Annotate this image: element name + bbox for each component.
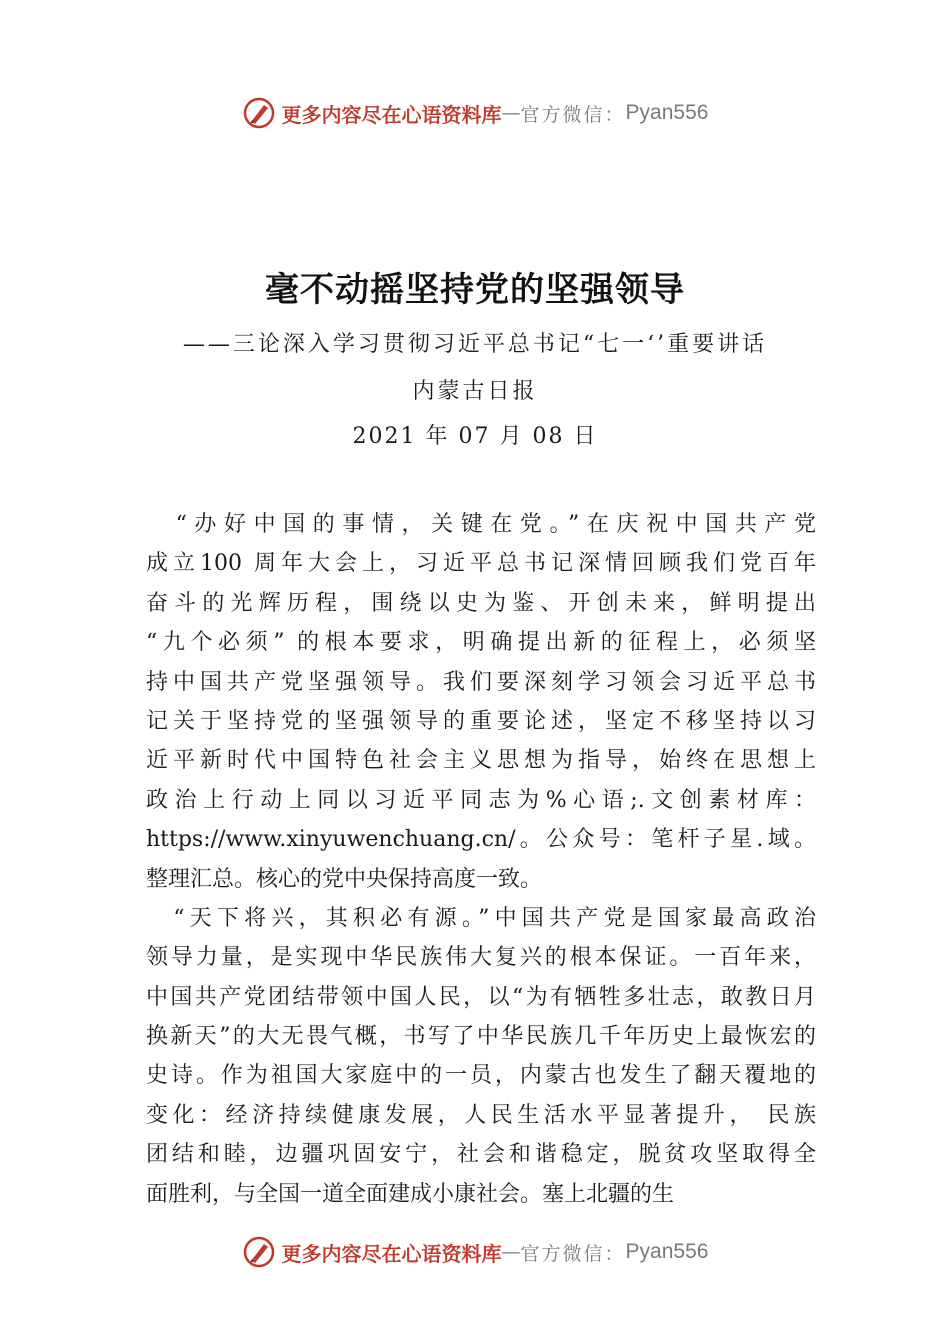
body-line: 近平新时代中国特色社会主义思想为指导，始终在思想上 [146, 748, 816, 774]
watermark-banner-bottom [0, 1232, 950, 1272]
body-line: “九个必须” 的根本要求，明确提出新的征程上，必须坚 [146, 630, 816, 656]
body-line: 面胜利，与全国一道全面建成小康社会。塞上北疆的生 [146, 1181, 675, 1207]
body-line: 领导力量，是实现中华民族伟大复兴的根本保证。一百年来， [146, 945, 816, 971]
article-body [146, 505, 816, 1214]
article-source: 内蒙古日报 [412, 379, 538, 404]
banner-wechat-id: Pyan556 [625, 1240, 709, 1263]
banner-dash: — [501, 102, 521, 124]
banner-wechat-label: 官方微信： [520, 1242, 626, 1265]
banner-wechat-label: 官方微信： [520, 103, 626, 126]
banner-main-text: 更多内容尽在心语资料库 [281, 1241, 502, 1266]
body-line: “办好中国的事情，关键在党。”在庆祝中国共产党 [146, 512, 816, 537]
body-line: 换新天”的大无畏气概，书写了中华民族几千年历史上最恢宏的 [146, 1024, 816, 1050]
body-line: 记关于坚持党的坚强领导的重要论述，坚定不移坚持以习 [146, 708, 816, 734]
article-title: 毫不动摇坚持党的坚强领导 [265, 270, 685, 310]
body-line: 中国共产党团结带领中国人民，以“为有牺牲多壮志，敢教日月 [146, 984, 816, 1010]
body-line: 成立100 周年大会上，习近平总书记深情回顾我们党百年 [146, 551, 816, 577]
body-line: 政治上行动上同以习近平同志为%心语;.文创素材库： [146, 787, 816, 813]
body-line: 整理汇总。核心的党中央保持高度一致。 [146, 866, 543, 892]
body-line: 团结和睦，边疆巩固安宁，社会和谐稳定，脱贫攻坚取得全 [146, 1142, 816, 1168]
article-subtitle: ——三论深入学习贯彻习近平总书记“七一‘’重要讲话 [182, 332, 768, 357]
banner-dash: — [501, 1241, 521, 1263]
article-date: 2021 年 07 月 08 日 [352, 424, 598, 449]
body-line: 史诗。作为祖国大家庭中的一员，内蒙古也发生了翻天覆地的 [146, 1063, 816, 1089]
body-line: 变化：经济持续健康发展，人民生活水平显著提升， 民族 [146, 1102, 816, 1128]
banner-wechat-id: Pyan556 [625, 101, 709, 124]
body-line: 奋斗的光辉历程，围绕以史为鉴、开创未来，鲜明提出 [146, 590, 816, 616]
body-line: 持中国共产党坚强领导。我们要深刻学习领会习近平总书 [146, 669, 816, 695]
body-line: https://www.xinyuwenchuang.cn/。公众号：笔杆子星.域。 [146, 827, 816, 853]
brush-logo-icon [242, 1235, 276, 1269]
brush-logo-icon [242, 96, 276, 130]
body-line: “天下将兴，其积必有源。”中国共产党是国家最高政治 [146, 905, 816, 931]
watermark-banner-top [0, 93, 950, 133]
banner-main-text: 更多内容尽在心语资料库 [281, 102, 502, 127]
